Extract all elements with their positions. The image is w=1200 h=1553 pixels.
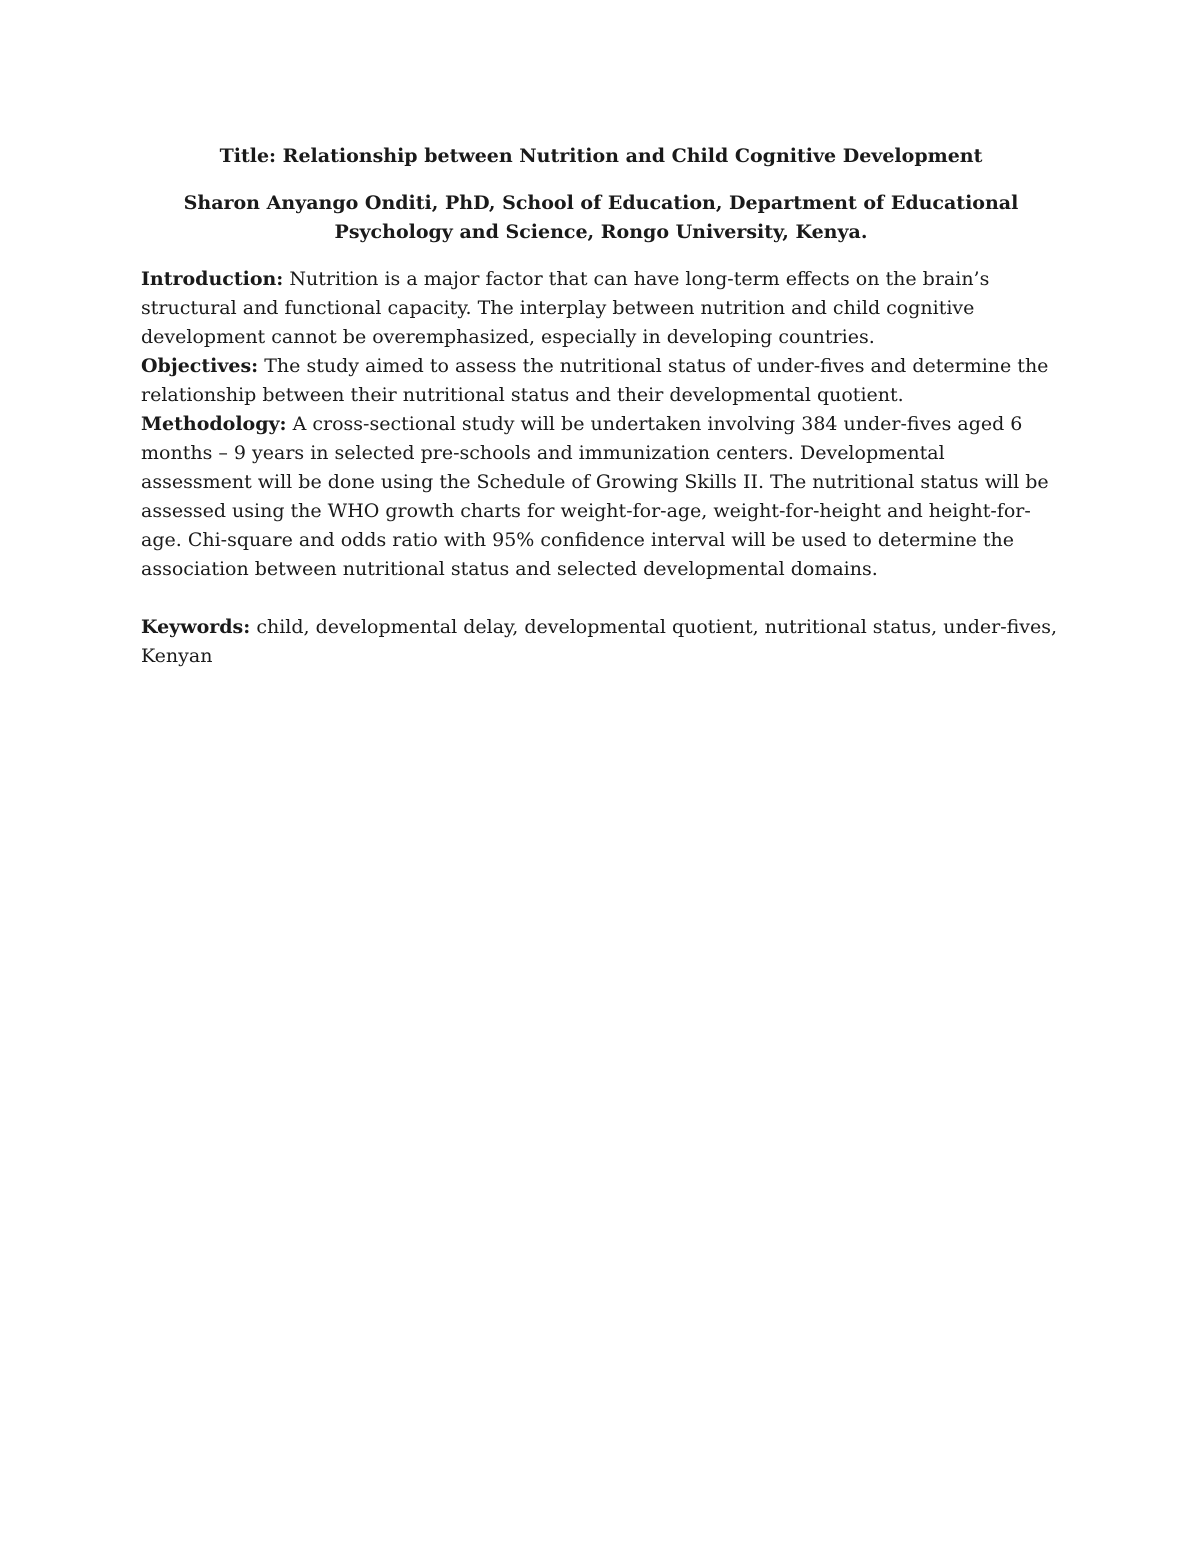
objectives-text: The study aimed to assess the nutritional status of under-fives and determine the relationship between their nutritional status and their developmental quotient. bbox=[141, 355, 1049, 406]
objectives-label: Objectives: bbox=[141, 355, 259, 377]
methodology-label: Methodology: bbox=[141, 413, 287, 435]
methodology-paragraph bbox=[141, 410, 1061, 584]
document-page bbox=[141, 141, 1061, 671]
document-title: Title: Relationship between Nutrition and Child Cognitive Development bbox=[219, 145, 983, 167]
methodology-text: A cross-sectional study will be undertaken involving 384 under-fives aged 6 months – 9 years in selected pre-schools and immunization centers. Developmental assessment will be done using the Schedule of Growing Skills II. The nutritional status will be assessed using the WHO growth charts for weight-for-age, weight-for-height and height-for-age. Chi-square and odds ratio with 95% confidence interval will be used to determine the association between nutritional status and selected developmental domains. bbox=[141, 413, 1049, 580]
introduction-label: Introduction: bbox=[141, 268, 284, 290]
author-affiliation: Sharon Anyango Onditi, PhD, School of Education, Department of Educational Psychology and Science, Rongo University, Kenya. bbox=[183, 192, 1019, 243]
introduction-paragraph bbox=[141, 265, 1061, 352]
introduction-text: Nutrition is a major factor that can have long-term effects on the brain’s structural and functional capacity. The interplay between nutrition and child cognitive development cannot be overemphasized, especially in developing countries. bbox=[141, 268, 990, 348]
keywords-paragraph bbox=[141, 613, 1061, 671]
keywords-text: child, developmental delay, developmental quotient, nutritional status, under-fives, Kenyan bbox=[141, 616, 1058, 667]
keywords-label: Keywords: bbox=[141, 616, 251, 638]
objectives-paragraph bbox=[141, 352, 1061, 410]
